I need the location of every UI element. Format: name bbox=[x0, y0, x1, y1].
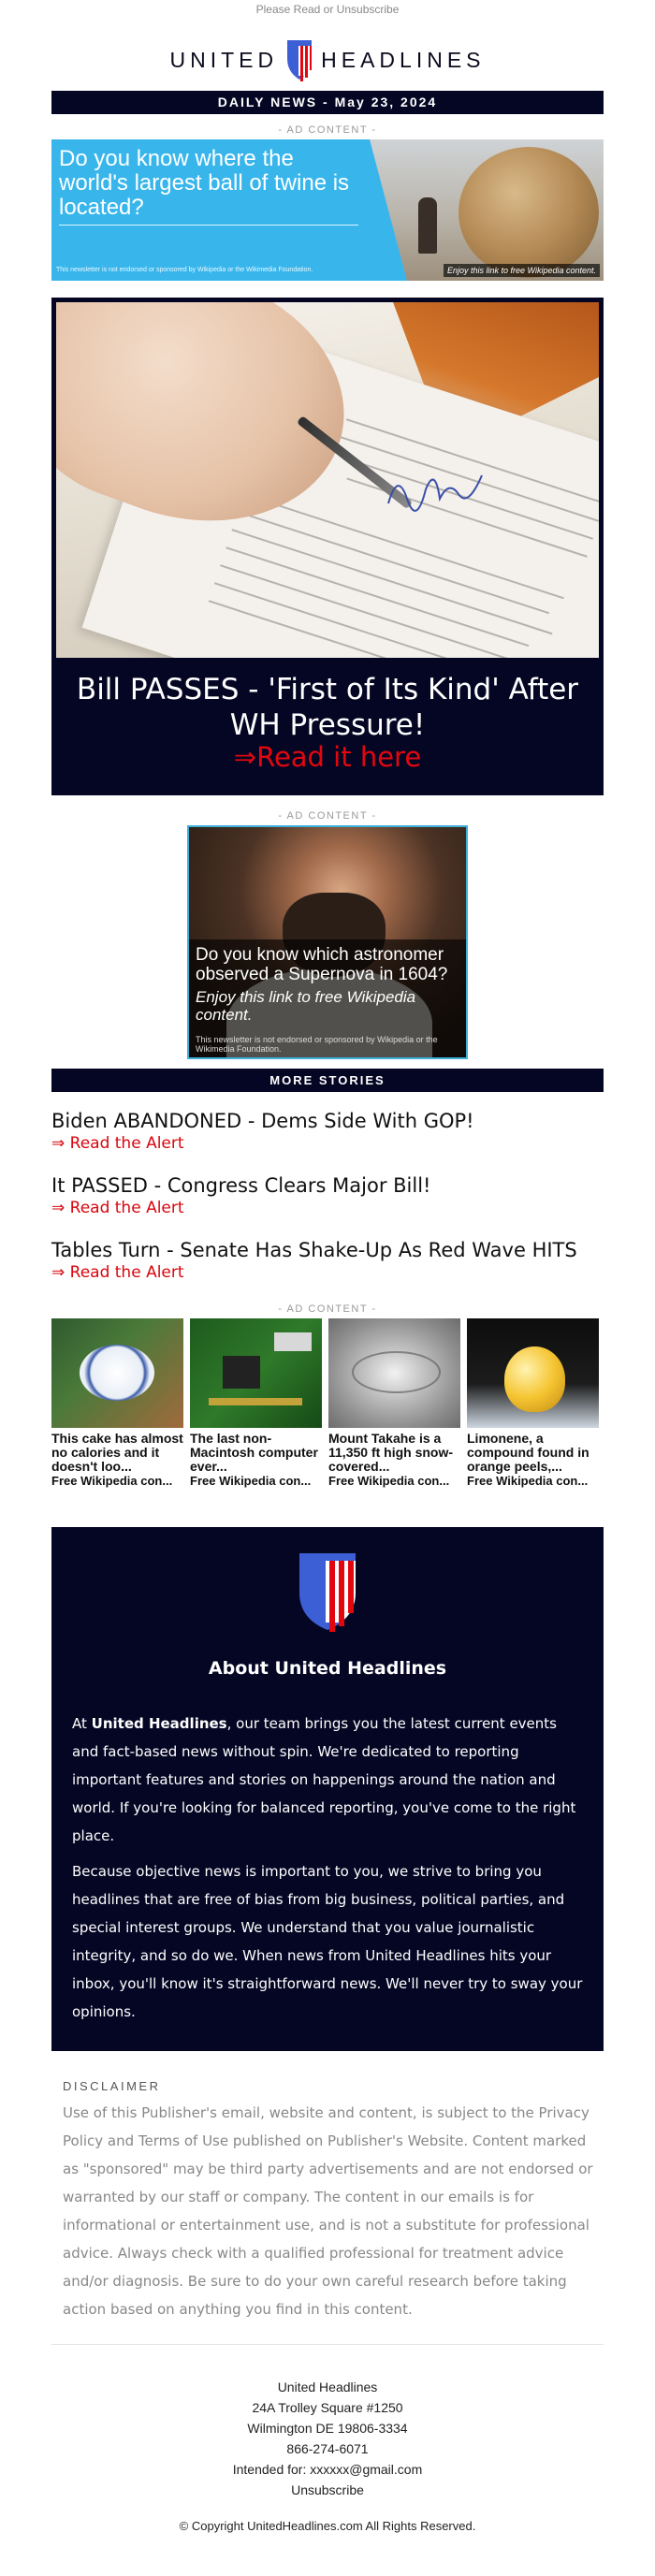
copyright: © Copyright UnitedHeadlines.com All Rights Reserved. bbox=[179, 2519, 476, 2533]
ad-tile[interactable] bbox=[51, 1318, 183, 1496]
story-headline[interactable]: It PASSED - Congress Clears Major Bill! bbox=[51, 1174, 431, 1197]
date-bar: DAILY NEWS - May 23, 2024 bbox=[51, 91, 604, 114]
mountain-relief-image bbox=[328, 1318, 460, 1428]
ad-twine-headline: Do you know where the world's largest ball of twine is located? bbox=[59, 146, 350, 220]
brand-word-left: UNITED bbox=[169, 47, 279, 72]
footer-divider bbox=[51, 2344, 604, 2345]
more-stories-bar: MORE STORIES bbox=[51, 1069, 604, 1092]
story-read-link[interactable]: ⇒ Read the Alert bbox=[51, 1199, 184, 1217]
tile-caption: Limonene, a compound found in orange peels,... bbox=[467, 1432, 590, 1474]
twine-ball-image bbox=[458, 147, 599, 278]
brand-word-right: HEADLINES bbox=[321, 47, 486, 72]
preheader-link[interactable]: Please Read or Unsubscribe bbox=[255, 3, 400, 16]
story-item[interactable] bbox=[51, 1238, 604, 1283]
ad-astronomer-disclaimer: This newsletter is not endorsed or sponsored by Wikipedia or the Wikimedia Foundation. bbox=[196, 1035, 438, 1054]
hero-read-link[interactable]: ⇒Read it here bbox=[233, 741, 422, 773]
disclaimer-text: Use of this Publisher's email, website and content, is subject to the Privacy Policy and Terms of Use published on Publisher's Website. Content marked as "sponsored" may be third party advertisements and are not endorsed or warranted by our staff or company. The content in our emails is for informational or entertainment use, and is not a substitute for professional advice. Always check with a qualified professional for treatment advice and/or diagnosis. Be sure to do your own careful research before taking action based on anything you find in this content. bbox=[63, 2104, 593, 2318]
story-read-link[interactable]: ⇒ Read the Alert bbox=[51, 1134, 184, 1153]
tile-source: Free Wikipedia con... bbox=[467, 1474, 589, 1488]
tile-source: Free Wikipedia con... bbox=[328, 1474, 450, 1488]
ad-label: - AD CONTENT - bbox=[278, 1303, 377, 1315]
footer-block bbox=[0, 2377, 655, 2500]
about-section bbox=[51, 1527, 604, 2051]
ad-tile[interactable] bbox=[328, 1318, 460, 1496]
footer-address-1: 24A Trolley Square #1250 bbox=[252, 2400, 403, 2415]
story-read-link[interactable]: ⇒ Read the Alert bbox=[51, 1263, 184, 1282]
disclaimer-label: DISCLAIMER bbox=[63, 2079, 161, 2093]
ad-twine-disclaimer: This newsletter is not endorsed or sponsored by Wikipedia or the Wikimedia Foundation. bbox=[56, 267, 313, 273]
story-headline[interactable]: Biden ABANDONED - Dems Side With GOP! bbox=[51, 1110, 474, 1132]
cake-image bbox=[51, 1318, 183, 1428]
about-brand-name: United Headlines bbox=[91, 1715, 227, 1732]
ad-astronomer-cta[interactable]: Enjoy this link to free Wikipedia content. bbox=[196, 988, 416, 1024]
story-item[interactable] bbox=[51, 1173, 604, 1218]
about-title: About United Headlines bbox=[208, 1658, 447, 1679]
ad-divider bbox=[59, 225, 358, 226]
brand-logo[interactable] bbox=[0, 37, 655, 82]
footer-phone: 866-274-6071 bbox=[286, 2441, 369, 2456]
ad-twine-banner[interactable] bbox=[51, 139, 604, 281]
lemon-peel-image bbox=[467, 1318, 599, 1428]
person-figure bbox=[418, 197, 437, 254]
unsubscribe-link[interactable]: Unsubscribe bbox=[291, 2482, 364, 2497]
about-paragraph-1: At United Headlines, our team brings you the latest current events and fact-based news without spin. We're dedicated to reporting important features and stories on happenings around the nation and world. If you're looking for balanced reporting, you've come to the right place. bbox=[72, 1715, 576, 1844]
ad-astronomer-question: Do you know which astronomer observed a Supernova in 1604? bbox=[196, 945, 448, 984]
shield-icon bbox=[298, 1551, 357, 1632]
tile-source: Free Wikipedia con... bbox=[190, 1474, 312, 1488]
about-paragraph-2: Because objective news is important to you, we strive to bring you headlines that are free of bias from big business, political parties, and special interest groups. We understand that you value journalistic integrity, and so do we. When news from United Headlines hits your inbox, you'll know it's straightforward news. We'll never try to sway your opinions. bbox=[72, 1863, 583, 2020]
tile-source: Free Wikipedia con... bbox=[51, 1474, 173, 1488]
circuit-board-image bbox=[190, 1318, 322, 1428]
footer-company: United Headlines bbox=[277, 2380, 378, 2394]
signature-scribble bbox=[384, 461, 487, 517]
shield-icon bbox=[285, 38, 313, 81]
story-item[interactable] bbox=[51, 1109, 604, 1154]
ad-twine-cta[interactable]: Enjoy this link to free Wikipedia content. bbox=[444, 264, 600, 277]
disclaimer-section bbox=[63, 2079, 596, 2323]
ad-tile[interactable] bbox=[467, 1318, 599, 1496]
hero-image bbox=[56, 302, 599, 658]
footer-address-2: Wilmington DE 19806-3334 bbox=[247, 2421, 408, 2436]
ad-label: - AD CONTENT - bbox=[278, 124, 377, 136]
ad-astronomer[interactable] bbox=[187, 825, 468, 1059]
tile-caption: This cake has almost no calories and it doesn't loo... bbox=[51, 1432, 183, 1474]
tile-caption: The last non-Macintosh computer ever... bbox=[190, 1432, 318, 1474]
story-headline[interactable]: Tables Turn - Senate Has Shake-Up As Red Wave HITS bbox=[51, 1239, 577, 1261]
hero-headline[interactable]: Bill PASSES - 'First of Its Kind' After WH Pressure! bbox=[76, 673, 579, 742]
footer-intended-for: Intended for: xxxxxx@gmail.com bbox=[232, 2462, 423, 2477]
ad-tile[interactable] bbox=[190, 1318, 322, 1496]
tile-caption: Mount Takahe is a 11,350 ft high snow-covered... bbox=[328, 1432, 454, 1474]
ad-label: - AD CONTENT - bbox=[278, 810, 377, 822]
hero-story[interactable] bbox=[51, 298, 604, 795]
